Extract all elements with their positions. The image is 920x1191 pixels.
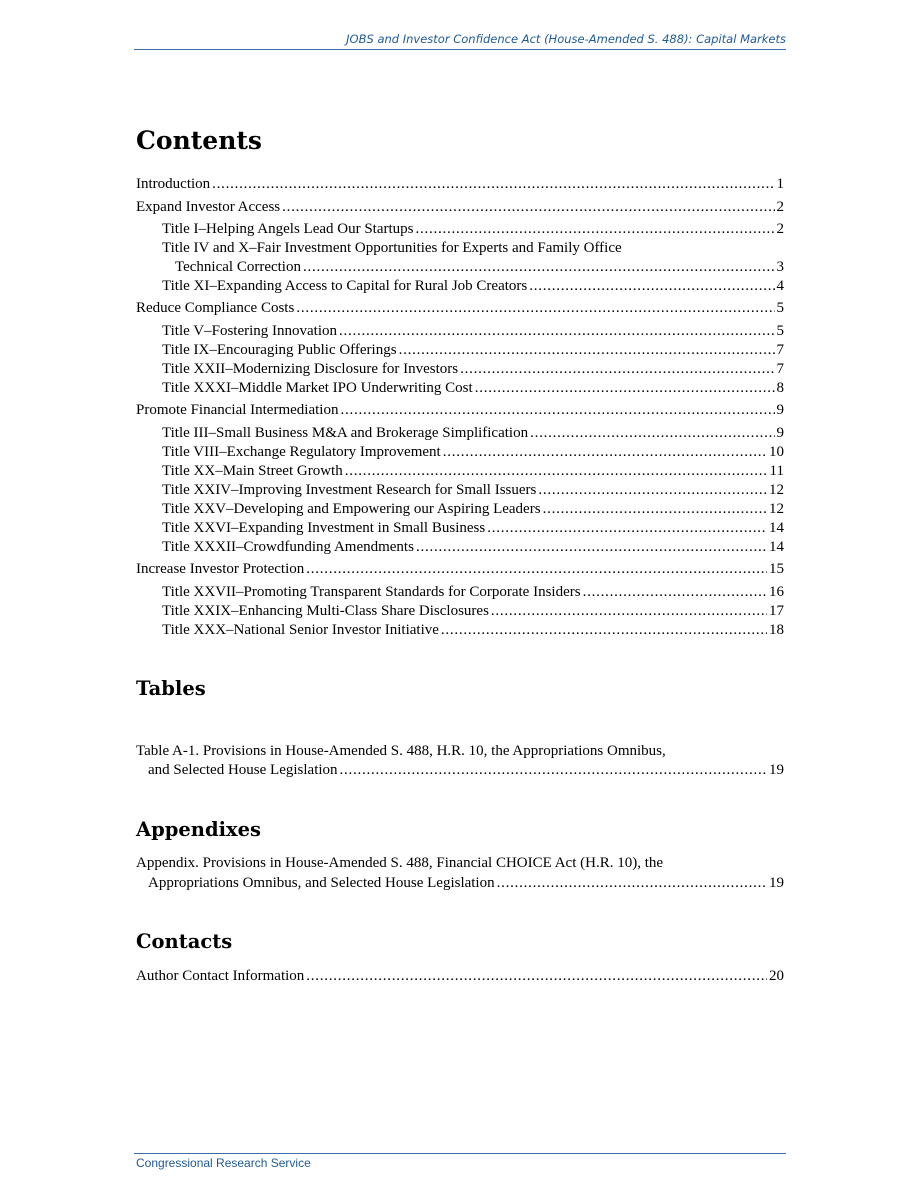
toc-page-number: 1 [776,176,784,192]
toc-entry-label: Promote Financial Intermediation [136,402,339,418]
toc-page-number: 9 [776,425,784,441]
toc-entry-title-iv-x[interactable] [175,258,784,276]
toc-entry-title-xx[interactable] [162,462,784,480]
footer-organization: Congressional Research Service [136,1156,311,1170]
toc-page-number: 7 [776,361,784,377]
leader-dots [212,175,774,193]
leader-dots [538,481,767,499]
toc-entry-label: Title I–Helping Angels Lead Our Startups [162,221,414,237]
leader-dots [306,967,767,985]
toc-entry-label: Expand Investor Access [136,199,281,215]
contents-heading: Contents [136,126,263,155]
toc-entry-label: Title XXVI–Expanding Investment in Small Business [162,520,486,536]
leader-dots [399,341,775,359]
toc-page-number: 5 [776,323,784,339]
toc-page-number: 7 [776,342,784,358]
toc-entry-label: Reduce Compliance Costs [136,300,295,316]
leader-dots [340,401,774,419]
leader-dots [339,322,774,340]
toc-page-number: 2 [776,221,784,237]
toc-entry-label: Title V–Fostering Innovation [162,323,338,339]
leader-dots [306,560,767,578]
leader-dots [491,602,767,620]
contacts-heading: Contacts [136,930,233,953]
toc-page-number: 10 [769,444,784,460]
toc-entry-title-xxvii[interactable] [162,583,784,601]
appendixes-heading: Appendixes [136,818,262,841]
contacts-entry-author-contact[interactable] [136,967,784,985]
toc-entry-title-viii[interactable] [162,443,784,461]
leader-dots [443,443,767,461]
toc-entry-title-xxii[interactable] [162,360,784,378]
toc-entry-increase-investor-protection[interactable] [136,560,784,578]
toc-entry-title-xi[interactable] [162,277,784,295]
toc-page-number: 18 [769,622,784,638]
leader-dots [475,379,775,397]
toc-entry-title-xxvi[interactable] [162,519,784,537]
leader-dots [303,258,775,276]
toc-page-number: 5 [776,300,784,316]
toc-entry-label: and Selected House Legislation [148,762,338,778]
toc-page-number: 11 [769,463,784,479]
toc-page-number: 14 [769,520,784,536]
toc-entry-label: Title XXIX–Enhancing Multi-Class Share Disclosures [162,603,489,619]
leader-dots [460,360,774,378]
toc-entry-label: Introduction [136,176,211,192]
toc-entry-label: Title III–Small Business M&A and Brokerage Simplification [162,425,529,441]
toc-page-number: 12 [769,482,784,498]
toc-entry-label: Title XX–Main Street Growth [162,463,343,479]
toc-entry-title-ix[interactable] [162,341,784,359]
toc-entry-label: Title XXVII–Promoting Transparent Standards for Corporate Insiders [162,584,581,600]
toc-page-number: 9 [776,402,784,418]
leader-dots [497,874,767,892]
toc-page-number: 12 [769,501,784,517]
toc-entry-reduce-compliance-costs[interactable] [136,299,784,317]
tables-heading: Tables [136,677,206,700]
toc-entry-label: Title XXXI–Middle Market IPO Underwriting Cost [162,380,473,396]
leader-dots [416,220,775,238]
toc-page-number: 8 [776,380,784,396]
toc-entry-title-iii[interactable] [162,424,784,442]
leader-dots [529,277,774,295]
toc-entry-expand-investor-access[interactable] [136,198,784,216]
leader-dots [416,538,767,556]
running-header-title: JOBS and Investor Confidence Act (House-Amended S. 488): Capital Markets [134,32,786,50]
leader-dots [340,761,767,779]
toc-entry-label: Title XXII–Modernizing Disclosure for Investors [162,361,459,377]
leader-dots [282,198,774,216]
leader-dots [487,519,767,537]
toc-entry-promote-financial-intermediation[interactable] [136,401,784,419]
leader-dots [583,583,767,601]
toc-entry-label: Increase Investor Protection [136,561,305,577]
toc-entry-label: Technical Correction [175,259,301,275]
toc-entry-title-xxx[interactable] [162,621,784,639]
toc-page-number: 15 [769,561,784,577]
toc-entry-title-i[interactable] [162,220,784,238]
toc-page-number: 17 [769,603,784,619]
toc-page-number: 3 [776,259,784,275]
toc-page-number: 20 [769,968,784,984]
footer-rule [134,1153,786,1154]
toc-entry-title-v[interactable] [162,322,784,340]
toc-entry-label: Title XXXII–Crowdfunding Amendments [162,539,414,555]
leader-dots [543,500,767,518]
toc-page-number: 16 [769,584,784,600]
toc-page-number: 2 [776,199,784,215]
toc-entry-label: Title IX–Encouraging Public Offerings [162,342,397,358]
toc-entry-title-iv-x-line1[interactable]: Title IV and X–Fair Investment Opportunities for Experts and Family Office [162,240,622,256]
toc-page-number: 19 [769,875,784,891]
toc-entry-label: Title XXX–National Senior Investor Initiative [162,622,439,638]
toc-entry-introduction[interactable] [136,175,784,193]
toc-page-number: 14 [769,539,784,555]
leader-dots [296,299,774,317]
toc-page-number: 4 [776,278,784,294]
leader-dots [345,462,768,480]
toc-entry-label: Title XXV–Developing and Empowering our Aspiring Leaders [162,501,541,517]
tables-entry-table-a1[interactable] [148,761,784,779]
toc-entry-label: Appropriations Omnibus, and Selected House Legislation [148,875,495,891]
toc-entry-label: Title XI–Expanding Access to Capital for Rural Job Creators [162,278,528,294]
leader-dots [530,424,774,442]
toc-entry-title-xxix[interactable] [162,602,784,620]
toc-entry-title-xxiv[interactable] [162,481,784,499]
appendixes-entry-appendix[interactable] [148,874,784,892]
toc-entry-label: Title XXIV–Improving Investment Research for Small Issuers [162,482,537,498]
tables-entry-line1[interactable]: Table A-1. Provisions in House-Amended S. 488, H.R. 10, the Appropriations Omnibus, [136,743,666,759]
leader-dots [441,621,767,639]
toc-entry-title-xxxii[interactable] [162,538,784,556]
appendixes-entry-line1[interactable]: Appendix. Provisions in House-Amended S. 488, Financial CHOICE Act (H.R. 10), the [136,855,664,871]
toc-entry-title-xxxi[interactable] [162,379,784,397]
toc-entry-label: Title VIII–Exchange Regulatory Improvement [162,444,441,460]
toc-page-number: 19 [769,762,784,778]
toc-entry-title-xxv[interactable] [162,500,784,518]
toc-entry-label: Author Contact Information [136,968,305,984]
